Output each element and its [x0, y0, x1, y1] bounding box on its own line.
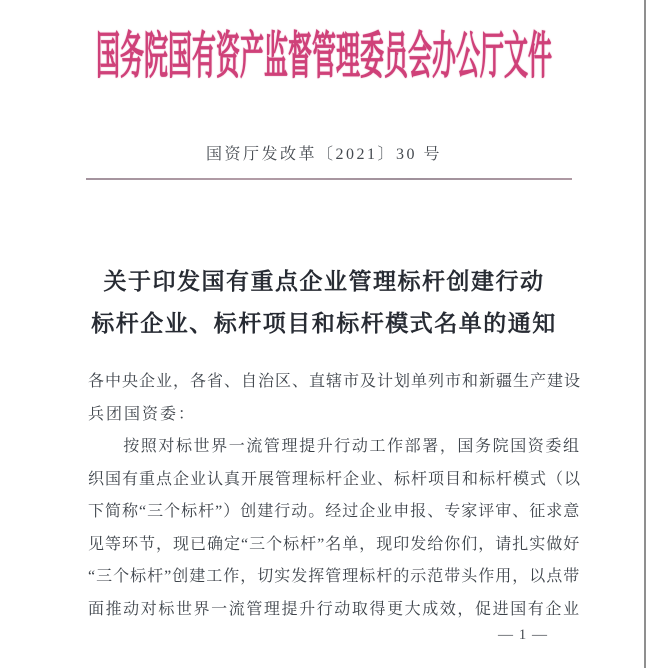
issuing-authority-header: 国务院国有资产监督管理委员会办公厅文件 [96, 30, 552, 86]
document-number: 国资厅发改革〔2021〕30 号 [205, 146, 442, 163]
body-line: “三个标杆”创建工作，切实发挥管理标杆的示范带头作用，以点带 [88, 568, 581, 585]
body-line: 兵团国资委： [88, 405, 197, 423]
document-body [88, 366, 580, 626]
document-title [0, 261, 648, 345]
document-title-line1: 关于印发国有重点企业管理标杆创建行动 [103, 269, 545, 294]
body-line: 各中央企业，各省、自治区、直辖市及计划单列市和新疆生产建设 [88, 373, 582, 390]
body-line: 见等环节，现已确定“三个标杆”名单，现印发给你们，请扎实做好 [88, 535, 581, 553]
body-line: 下简称“三个标杆”）创建行动。经过企业申报、专家评审、征求意 [88, 503, 581, 520]
body-line: 面推动对标世界一流管理提升行动取得更大成效，促进国有企业 [88, 600, 580, 618]
body-line: 织国有重点企业认真开展管理标杆企业、标杆项目和标杆模式（以 [88, 470, 582, 488]
header-separator-line [86, 178, 572, 180]
body-line: 按照对标世界一流管理提升行动工作部署，国务院国资委组 [123, 438, 580, 455]
document-title-line2: 标杆企业、标杆项目和标杆模式名单的通知 [91, 311, 557, 336]
page-number: — 1 — [498, 627, 548, 643]
